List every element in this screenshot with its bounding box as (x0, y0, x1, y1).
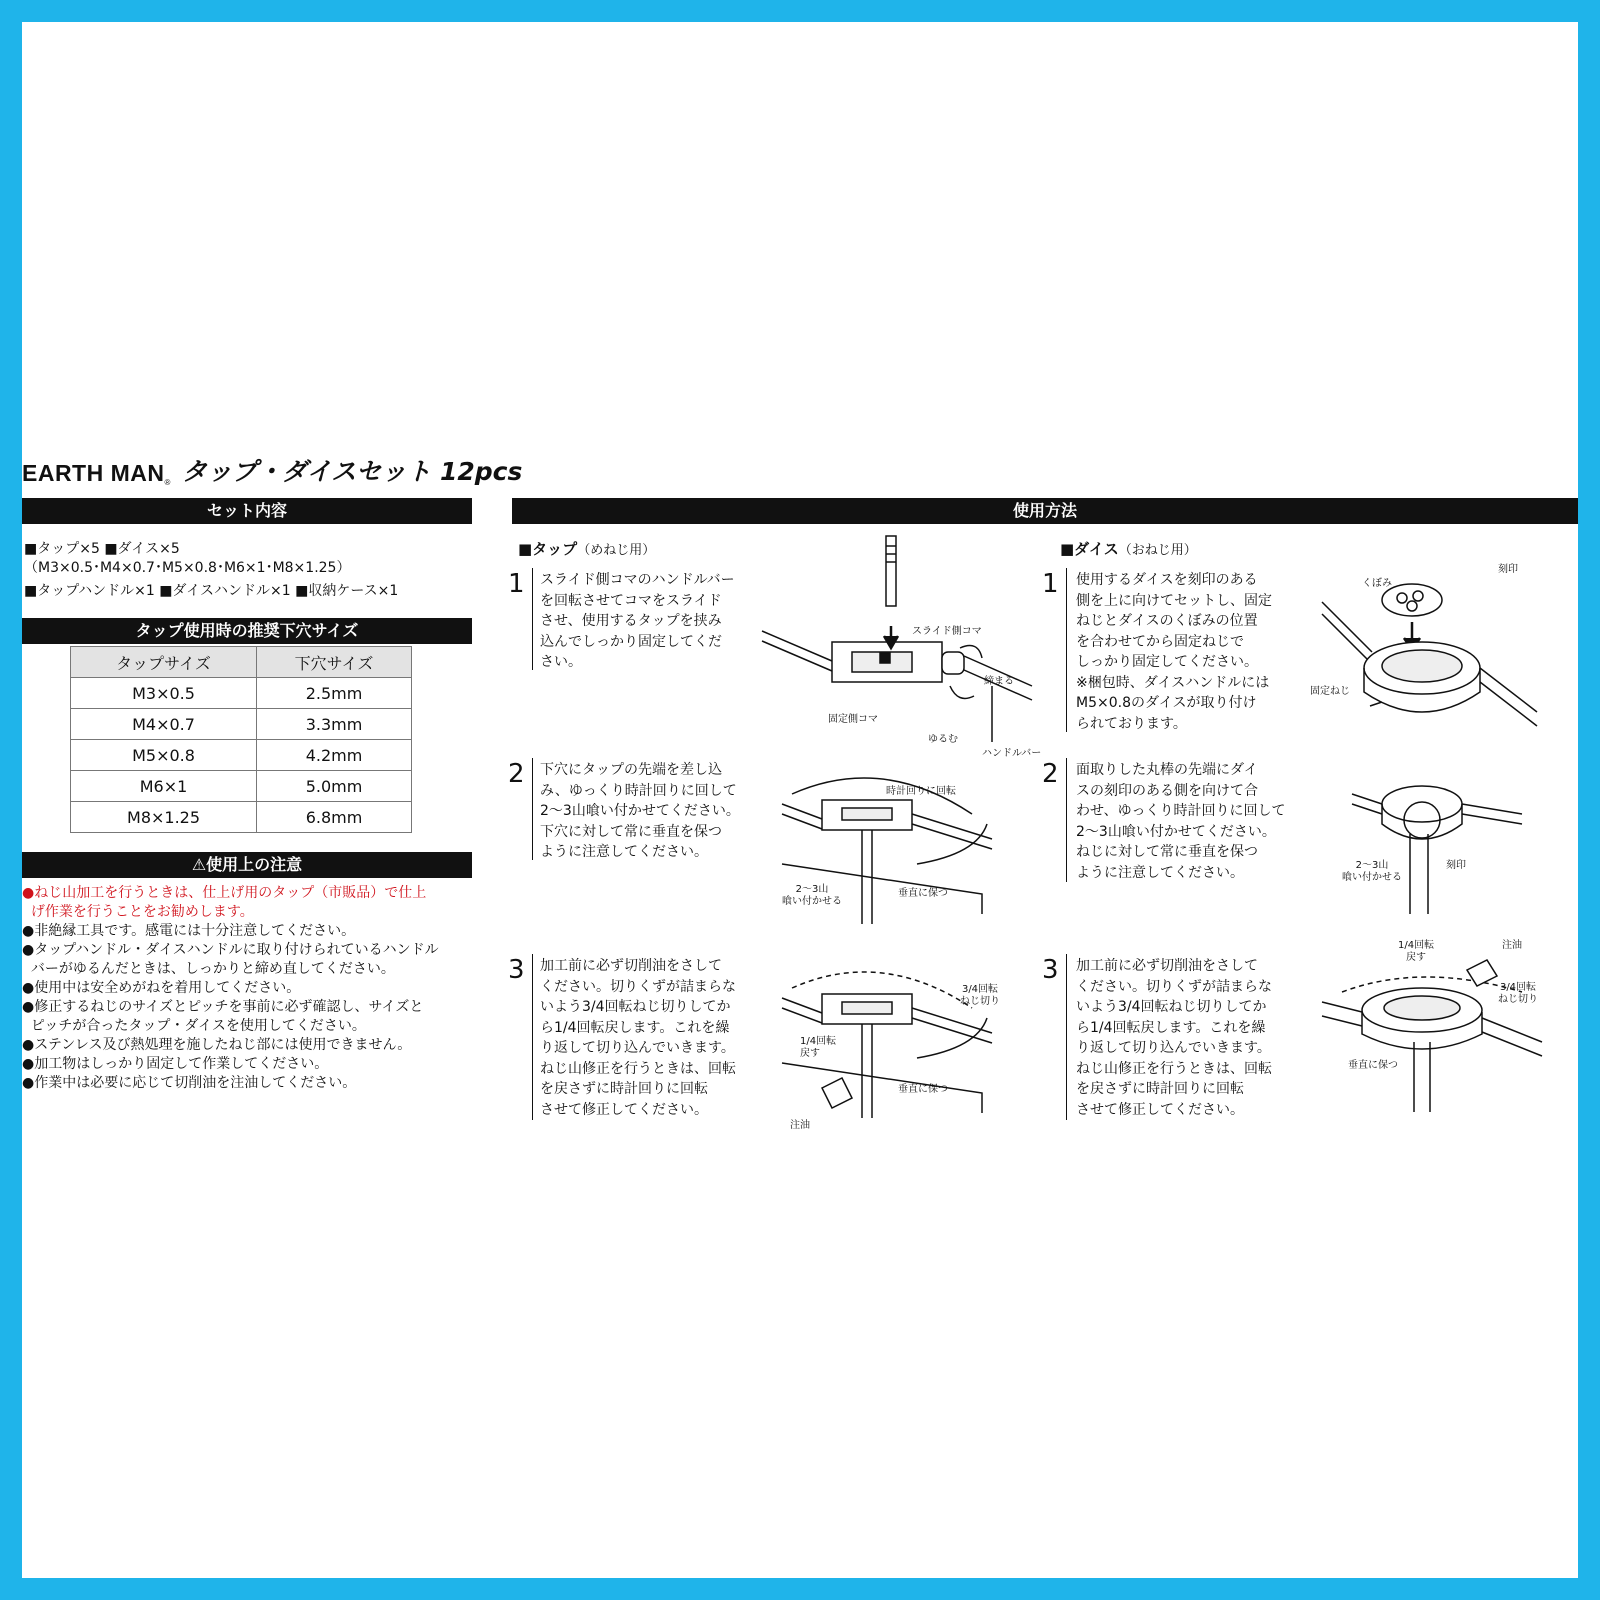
caution-highlight: ●ねじ山加工を行うときは、仕上げ用のタップ（市販品）で仕上 げ作業を行うことをお勧めします。 (22, 885, 427, 920)
die-step-3-text: 加工前に必ず切削油をさして ください。切りくずが詰まらな いよう3/4回転ねじ切りしてか ら1/4回転戻します。これを繰 り返して切り込んでいきます。 ねじ山修正を行うときは、回転 を戻さずに時計回りに回転 させて修正してください。 (1076, 958, 1272, 1118)
label-handle-bar: ハンドルバー (982, 748, 1042, 759)
die-section-title: ■ダイス（おねじ用） (1060, 540, 1197, 558)
table-cell: M5×0.8 (71, 740, 257, 771)
label-turn-three-quarter-die: 3/4回転 ねじ切り (1498, 982, 1538, 1005)
caution-item: ●加工物はしっかり固定して作業してください。 (22, 1056, 329, 1072)
table-header-row (71, 647, 412, 678)
tap-step-3-text: 加工前に必ず切削油をさして ください。切りくずが詰まらな いよう3/4回転ねじ切りしてか ら1/4回転戻します。これを繰 り返して切り込んでいきます。 ねじ山修正を行うときは、回転 を戻さずに時計回りに回転 させて修正してください。 (540, 958, 736, 1118)
cautions-heading: ⚠使用上の注意 (22, 852, 472, 878)
brand-logo: EARTH MAN® (22, 460, 171, 487)
caution-item: ●使用中は安全めがねを着用してください。 (22, 980, 301, 996)
step-number: 2 (508, 759, 525, 789)
step-number: 3 (508, 955, 525, 985)
label-fixing-screw: 固定ねじ (1310, 686, 1350, 697)
step-number: 2 (1042, 759, 1059, 789)
table-cell: 5.0mm (257, 771, 412, 802)
label-turn-quarter-back-die: 1/4回転 戻す (1398, 940, 1435, 963)
label-turn-three-quarter: 3/4回転 ねじ切り (960, 984, 1000, 1007)
contents-heading: セット内容 (22, 498, 472, 524)
tap-handle-illustration (762, 536, 1062, 756)
label-slide-side: スライド側コマ (912, 626, 982, 637)
step-divider (532, 758, 533, 860)
product-title: タップ・ダイスセット 12pcs (182, 457, 523, 486)
table-row (71, 709, 412, 740)
table-row (71, 740, 412, 771)
table-cell: 2.5mm (257, 678, 412, 709)
caution-item: ●タップハンドル・ダイスハンドルに取り付けられているハンドル バーがゆるんだときは、しっかりと締め直してください。 (22, 942, 439, 977)
label-bite-threads: 2〜3山 喰い付かせる (782, 884, 842, 907)
step-divider (1066, 568, 1067, 732)
label-oil: 注油 (790, 1120, 810, 1131)
caution-item: ●ステンレス及び熱処理を施したねじ部には使用できません。 (22, 1037, 412, 1053)
step-divider (1066, 758, 1067, 882)
table-row (71, 771, 412, 802)
step-divider (1066, 954, 1067, 1120)
tap-section-title: ■タップ（めねじ用） (518, 540, 656, 558)
table-cell: 6.8mm (257, 802, 412, 833)
contents-line-3: ■タップハンドル×1 ■ダイスハンドル×1 ■収納ケース×1 (24, 583, 399, 599)
hole-size-table (70, 646, 412, 833)
instruction-sheet (22, 22, 1578, 1578)
die-handle-illustration (1322, 562, 1542, 752)
label-mark: 刻印 (1498, 564, 1518, 575)
table-cell: 3.3mm (257, 709, 412, 740)
column-header: 下穴サイズ (257, 647, 412, 678)
contents-line-2: （M3×0.5･M4×0.7･M5×0.8･M6×1･M8×1.25） (24, 560, 351, 576)
tap-clockwise-illustration (782, 774, 1012, 954)
table-row (71, 678, 412, 709)
label-turn-quarter-back: 1/4回転 戻す (800, 1036, 837, 1059)
label-clockwise: 時計回りに回転 (886, 786, 956, 797)
table-row (71, 802, 412, 833)
column-header: タップサイズ (71, 647, 257, 678)
table-cell: M8×1.25 (71, 802, 257, 833)
label-oil-die: 注油 (1502, 940, 1522, 951)
caution-item: ●非絶縁工具です。感電には十分注意してください。 (22, 923, 356, 939)
step-number: 1 (508, 569, 525, 599)
label-fixed-side: 固定側コマ (828, 714, 878, 725)
contents-line-1: ■タップ×5 ■ダイス×5 (24, 541, 180, 557)
label-keep-vertical: 垂直に保つ (898, 888, 948, 899)
label-keep-vertical-die: 垂直に保つ (1348, 1060, 1398, 1071)
label-loosen: ゆるむ (928, 734, 958, 745)
label-mark-2: 刻印 (1446, 860, 1466, 871)
recommended-heading: タップ使用時の推奨下穴サイズ (22, 618, 472, 644)
step-divider (532, 954, 533, 1120)
label-recess: くぼみ (1362, 578, 1392, 589)
step-number: 3 (1042, 955, 1059, 985)
label-keep-vertical-2: 垂直に保つ (898, 1084, 948, 1095)
label-bite-threads-die: 2〜3山 喰い付かせる (1342, 860, 1402, 883)
tap-step-1-text: スライド側コマのハンドルバー を回転させてコマをスライド させ、使用するタップを挟み 込んでしっかり固定してくだ さい。 (540, 572, 735, 670)
table-cell: M3×0.5 (71, 678, 257, 709)
die-clockwise-illustration (1352, 774, 1552, 914)
caution-item: ●作業中は必要に応じて切削油を注油してください。 (22, 1075, 357, 1091)
label-tighten: 締まる (984, 676, 1014, 687)
step-divider (532, 568, 533, 670)
table-cell: M4×0.7 (71, 709, 257, 740)
usage-heading: 使用方法 (512, 498, 1578, 524)
die-step-1-text: 使用するダイスを刻印のある 側を上に向けてセットし、固定 ねじとダイスのくぼみの位置 を合わせてから固定ねじで しっかり固定してください。 ※梱包時、ダイスハンドルには M5×0.8のダイスが取り付け られております。 (1076, 572, 1272, 732)
die-step-2-text: 面取りした丸棒の先端にダイ スの刻印のある側を向けて合 わせ、ゆっくり時計回りに回して 2〜3山喰い付かせてください。 ねじに対して常に垂直を保つ ように注意してください。 (1076, 762, 1286, 881)
table-cell: 4.2mm (257, 740, 412, 771)
tap-step-2-text: 下穴にタップの先端を差し込 み、ゆっくり時計回りに回して 2〜3山喰い付かせてください。 下穴に対して常に垂直を保つ ように注意してください。 (540, 762, 740, 860)
step-number: 1 (1042, 569, 1059, 599)
caution-item: ●修正するねじのサイズとピッチを事前に必ず確認し、サイズと ピッチが合ったタップ・ダイスを使用してください。 (22, 999, 424, 1034)
table-cell: M6×1 (71, 771, 257, 802)
